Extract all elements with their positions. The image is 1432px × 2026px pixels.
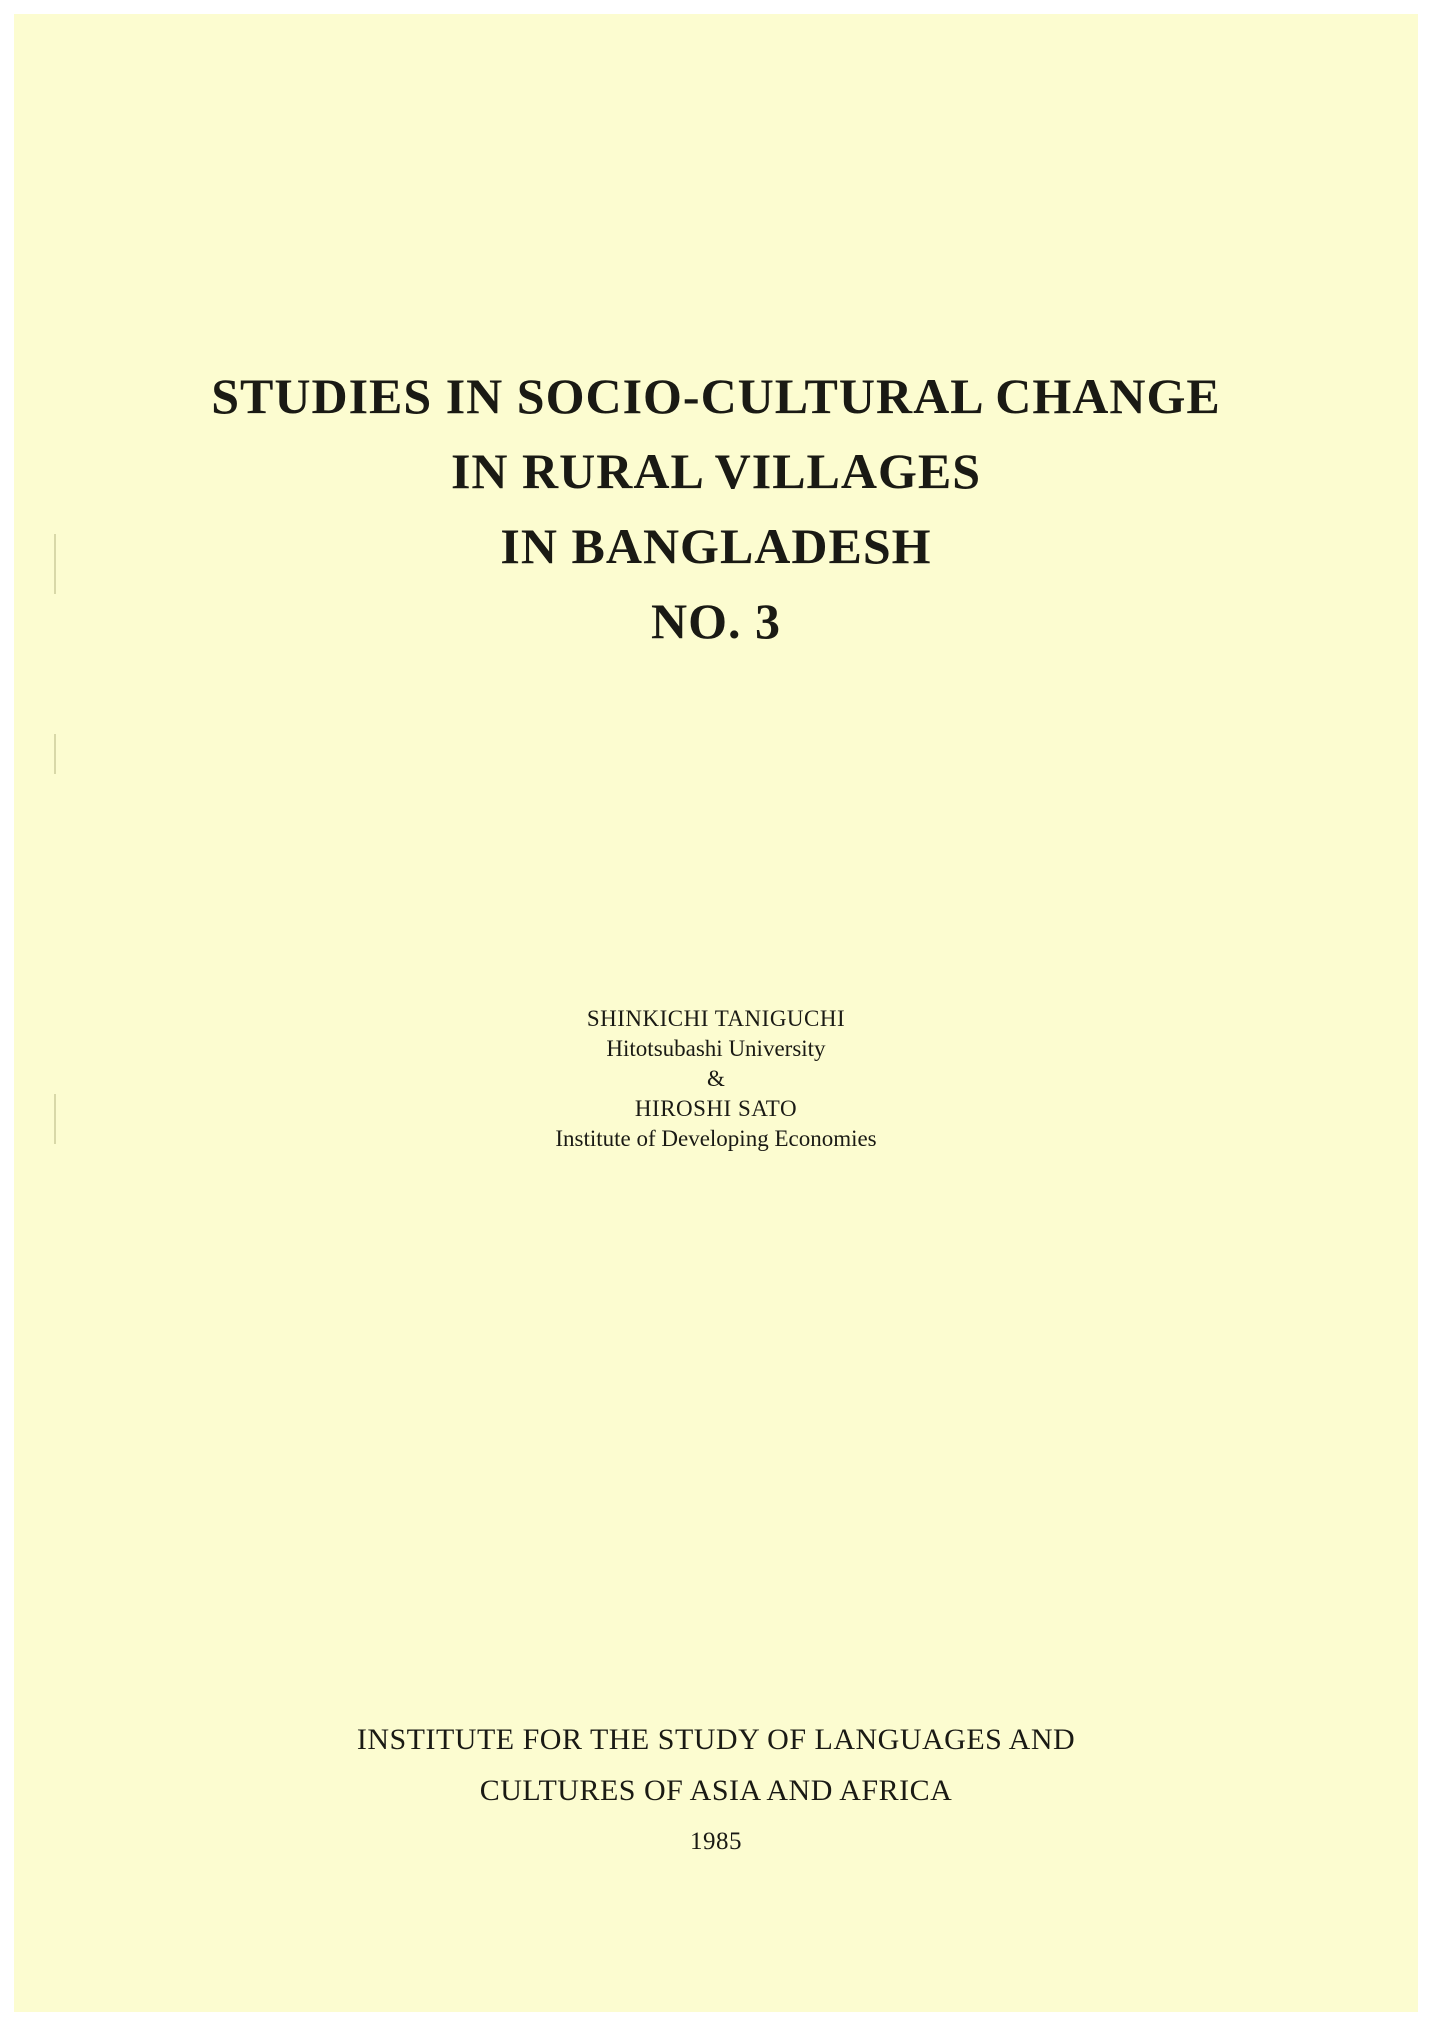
title-line-4: NO. 3 — [651, 593, 781, 649]
publication-year: 1985 — [690, 1828, 742, 1855]
authors-block — [14, 1004, 1418, 1154]
book-title — [14, 359, 1418, 659]
author-affiliation: Institute of Developing Economies — [555, 1126, 877, 1151]
author-separator: & — [707, 1066, 725, 1091]
author-name: SHINKICHI TANIGUCHI — [586, 1006, 846, 1031]
title-line-1: STUDIES IN SOCIO-CULTURAL CHANGE — [211, 368, 1221, 424]
title-line-2: IN RURAL VILLAGES — [450, 443, 982, 499]
author-affiliation: Hitotsubashi University — [606, 1036, 826, 1061]
page-edge-mark — [54, 734, 56, 774]
cover-page — [14, 14, 1418, 2012]
author-name: HIROSHI SATO — [634, 1096, 798, 1121]
title-line-3: IN BANGLADESH — [500, 518, 932, 574]
publisher-line-2: CULTURES OF ASIA AND AFRICA — [479, 1774, 953, 1807]
publisher-block — [14, 1714, 1418, 1862]
publisher-line-1: INSTITUTE FOR THE STUDY OF LANGUAGES AND — [356, 1723, 1076, 1756]
